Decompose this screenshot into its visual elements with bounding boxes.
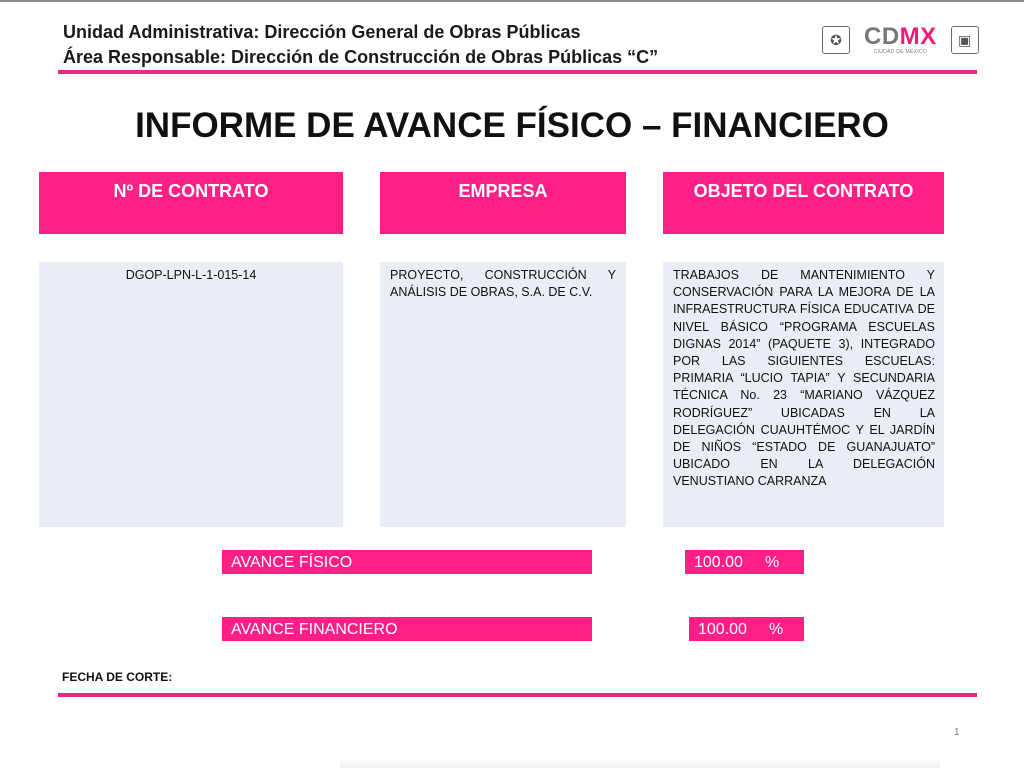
header-divider — [58, 70, 977, 74]
cell-company: PROYECTO, CONSTRUCCIÓN Y ANÁLISIS DE OBRAS, S.A. DE C.V. — [380, 262, 626, 527]
cdmx-logo: CDMX CIUDAD DE MÉXICO — [864, 22, 937, 55]
physical-progress-value: 100.00 % — [685, 550, 804, 574]
header-company: EMPRESA — [380, 172, 626, 234]
financial-progress-label: AVANCE FINANCIERO — [222, 617, 592, 641]
bottom-shadow — [340, 758, 940, 768]
footer-divider — [58, 693, 977, 697]
report-title: INFORME DE AVANCE FÍSICO – FINANCIERO — [135, 106, 889, 145]
responsible-area-line: Área Responsable: Dirección de Construcción de Obras Públicas “C” — [63, 47, 659, 67]
logo-group — [822, 24, 979, 56]
cdmx-logo-subtitle: CIUDAD DE MÉXICO — [873, 48, 928, 55]
agency-emblem-icon: ▣ — [951, 26, 979, 54]
header-contract-number: Nº DE CONTRATO — [39, 172, 343, 234]
administrative-unit-line: Unidad Administrativa: Dirección General de Obras Públicas — [63, 22, 581, 42]
government-seal-icon: ✪ — [822, 26, 850, 54]
financial-progress-value: 100.00 % — [689, 617, 804, 641]
header-contract-object: OBJETO DEL CONTRATO — [663, 172, 944, 234]
page-number: 1 — [954, 727, 960, 738]
cell-contract-number: DGOP-LPN-L-1-015-14 — [39, 262, 343, 527]
top-border-line — [0, 0, 1024, 2]
cell-contract-object: TRABAJOS DE MANTENIMIENTO Y CONSERVACIÓN PARA LA MEJORA DE LA INFRAESTRUCTURA FÍSICA EDUCATIVA DE NIVEL BÁSICO “PROGRAMA ESCUELAS DIGNAS 2014” (PAQUETE 3), INTEGRADO POR LAS SIGUIENTES ESCUELAS: PRIMARIA “LUCIO TAPIA” Y SECUNDARIA TÉCNICA No. 23 “MARIANO VÁZQUEZ RODRÍGUEZ” UBICADAS EN LA DELEGACIÓN CUAUHTÉMOC Y EL JARDÍN DE NIÑOS “ESTADO DE GUANAJUATO” UBICADO EN LA DELEGACIÓN VENUSTIANO CARRANZA — [663, 262, 944, 527]
document-header — [63, 20, 658, 70]
cutoff-date-label: FECHA DE CORTE: — [62, 670, 173, 684]
physical-progress-label: AVANCE FÍSICO — [222, 550, 592, 574]
